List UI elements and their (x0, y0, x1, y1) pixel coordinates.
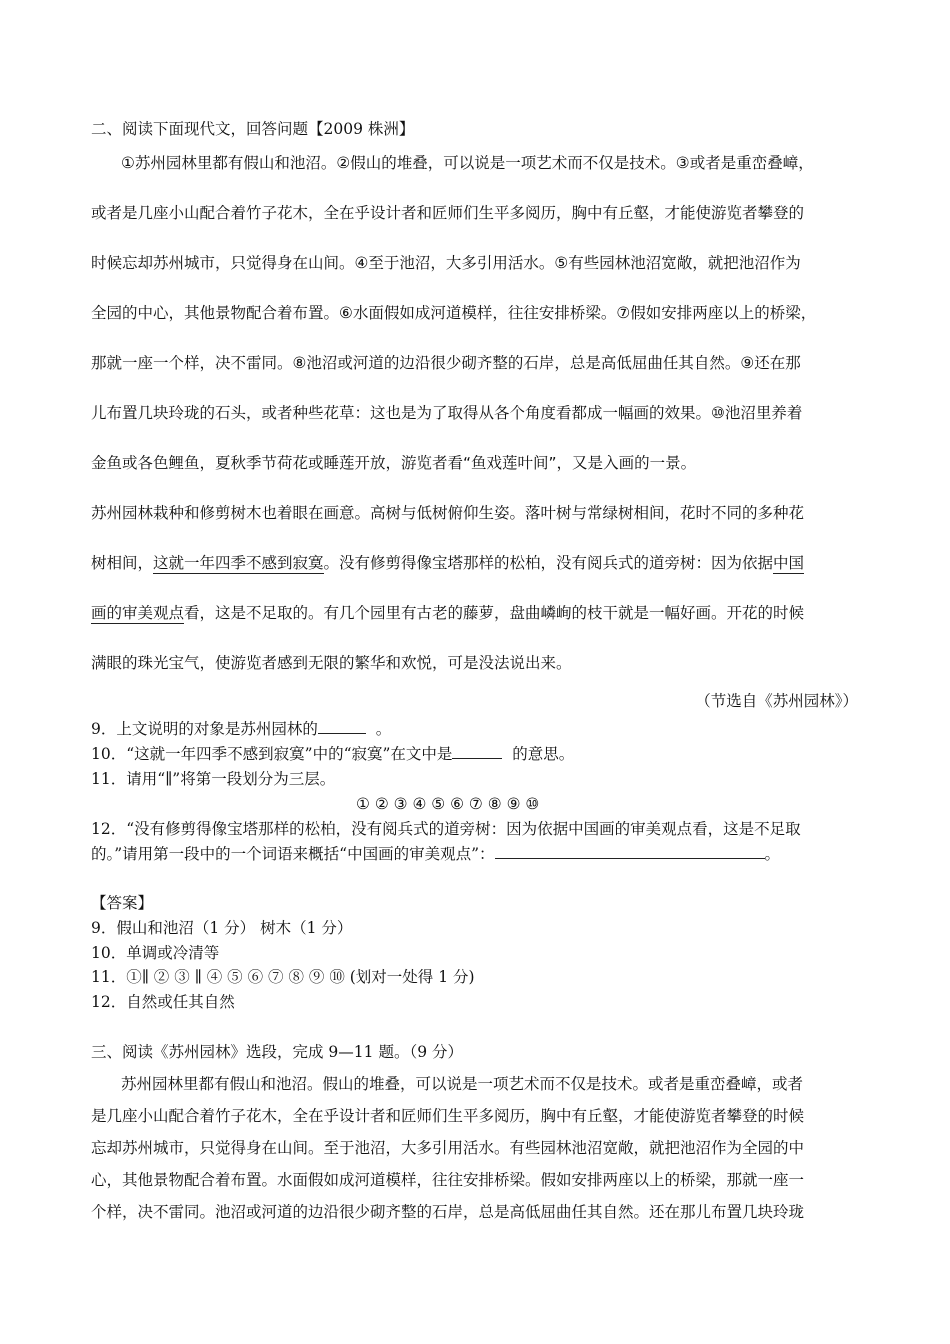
para1-line-1: ①苏州园林里都有假山和池沼。②假山的堆叠，可以说是一项艺术而不仅是技术。③或者是重峦叠嶂， (121, 154, 814, 172)
answer-blank-9[interactable] (318, 719, 366, 734)
question-11: 11．请用“∥”将第一段划分为三层。 (91, 770, 336, 788)
question-10 (91, 744, 574, 764)
para2-line-2 (91, 553, 804, 573)
answer-11: 11．①∥ ② ③ ∥ ④ ⑤ ⑥ ⑦ ⑧ ⑨ ⑩ (划对一处得 1 分) (91, 968, 475, 986)
para1-line-4: 全园的中心，其他景物配合着布置。⑥水面假如成河道模样，往往安排桥梁。⑦假如安排两座以上的桥梁， (91, 304, 817, 322)
para1-line-5: 那就一座一个样，决不雷同。⑧池沼或河道的边沿很少砌齐整的石岸，总是高低屈曲任其自然。⑨还在那 (91, 354, 801, 372)
question-12-line-1: 12．“没有修剪得像宝塔那样的松柏，没有阅兵式的道旁树：因为依据中国画的审美观点看，这是不足取 (91, 820, 801, 838)
section-3-line-4: 心，其他景物配合着布置。水面假如成河道模样，往往安排桥梁。假如安排两座以上的桥梁，那就一座一 (91, 1171, 805, 1189)
question-9-end: 。 (375, 720, 392, 738)
question-12-text: 的。”请用第一段中的一个词语来概括“中国画的审美观点”： (91, 845, 495, 863)
answer-blank-10[interactable] (452, 744, 502, 759)
section-heading: 二、阅读下面现代文，回答问题【2009 株洲】 (91, 120, 415, 138)
section-3-line-5: 个样，决不雷同。池沼或河道的边沿很少砌齐整的石岸，总是高低屈曲任其自然。还在那儿布置几块玲珑 (91, 1203, 805, 1221)
para1-line-6: 儿布置几块玲珑的石头，或者种些花草：这也是为了取得从各个角度看都成一幅画的效果。⑩池沼里养着 (91, 404, 803, 422)
underlined-phrase-aesthetic: 画的审美观点 (91, 604, 185, 622)
para1-line-3: 时候忘却苏州城市，只觉得身在山间。④至于池沼，大多引用活水。⑤有些园林池沼宽敞，就把池沼作为 (91, 254, 801, 272)
question-9 (91, 719, 391, 739)
question-11-marks: ① ② ③ ④ ⑤ ⑥ ⑦ ⑧ ⑨ ⑩ (356, 795, 540, 813)
question-12-line-2 (91, 844, 780, 864)
para2-line-3 (91, 603, 804, 623)
underlined-phrase-season: 这就一年四季不感到寂寞 (153, 554, 324, 572)
para2-line-3-rest: 看，这是不足取的。有几个园里有古老的藤萝，盘曲嶙峋的枝干就是一幅好画。开花的时候 (184, 604, 805, 622)
para2-line-2-pre: 树相间， (91, 554, 154, 572)
answer-12: 12．自然或任其自然 (91, 993, 235, 1011)
question-10-end: 的意思。 (512, 745, 575, 763)
section-3-heading: 三、阅读《苏州园林》选段，完成 9—11 题。（9 分） (91, 1043, 463, 1061)
question-12-end: 。 (764, 845, 781, 863)
para2-line-4: 满眼的珠光宝气，使游览者感到无限的繁华和欢悦，可是没法说出来。 (91, 654, 572, 672)
question-9-text: 9．上文说明的对象是苏州园林的 (91, 720, 318, 738)
source-citation: （节选自《苏州园林》） (695, 692, 858, 710)
para1-line-7: 金鱼或各色鲤鱼，夏秋季节荷花或睡莲开放，游览者看“鱼戏莲叶间”，又是入画的一景。 (91, 454, 697, 472)
para1-line-2: 或者是几座小山配合着竹子花木，全在乎设计者和匠师们生平多阅历，胸中有丘壑，才能使游览者攀登的 (91, 204, 805, 222)
answer-blank-12[interactable] (495, 844, 765, 859)
para2-line-2-mid: 。没有修剪得像宝塔那样的松柏，没有阅兵式的道旁树：因为依据 (323, 554, 774, 572)
answers-heading: 【答案】 (91, 894, 154, 912)
answer-9: 9．假山和池沼（1 分） 树木（1 分） (91, 919, 353, 937)
section-3-line-1: 苏州园林里都有假山和池沼。假山的堆叠，可以说是一项艺术而不仅是技术。或者是重峦叠嶂，或者 (121, 1075, 804, 1093)
section-3-line-3: 忘却苏州城市，只觉得身在山间。至于池沼，大多引用活水。有些园林池沼宽敞，就把池沼作为全园的中 (91, 1139, 805, 1157)
para2-line-1: 苏州园林栽种和修剪树木也着眼在画意。高树与低树俯仰生姿。落叶树与常绿树相间，花时不同的多种花 (91, 504, 805, 522)
section-3-line-2: 是几座小山配合着竹子花木，全在乎设计者和匠师们生平多阅历，胸中有丘壑，才能使游览者攀登的时候 (91, 1107, 805, 1125)
answer-10: 10．单调或冷清等 (91, 944, 220, 962)
underlined-phrase-china-head: 中国 (773, 554, 805, 572)
question-10-text: 10．“这就一年四季不感到寂寞”中的“寂寞”在文中是 (91, 745, 453, 763)
